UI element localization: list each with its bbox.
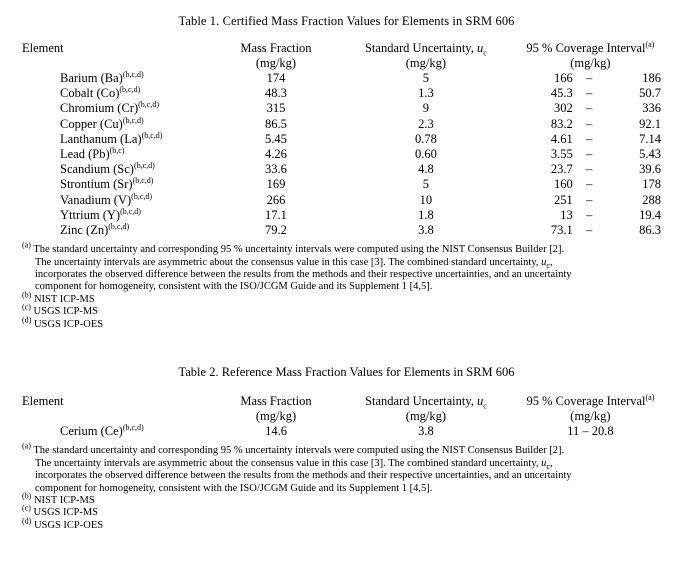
row-element <box>22 86 210 101</box>
table-row <box>22 177 671 192</box>
table-row <box>22 424 671 439</box>
element-name: Lead (Pb) <box>60 147 110 162</box>
footnote-b-text: NIST ICP-MS <box>33 293 95 305</box>
row-standard-uncertainty: 0.78 <box>414 131 437 146</box>
row-mass-fraction: 266 <box>266 192 286 207</box>
footnote-a-u-symbol: u <box>541 457 547 469</box>
table-row <box>22 132 671 147</box>
row-mass-fraction: 79.2 <box>265 223 287 238</box>
footnote-c <box>22 302 671 318</box>
units-blank <box>22 56 210 71</box>
table-row <box>22 101 671 116</box>
row-ci-low: 3.55 <box>550 147 573 162</box>
element-footnote-marker: (b,c,d) <box>119 85 141 95</box>
row-mass-fraction: 169 <box>266 177 286 192</box>
element-name: Chromium (Cr) <box>60 101 139 116</box>
footnote-a-line2: The uncertainty intervals are asymmetric about the consensus value in this case [3]. The combined standard uncertainty, <box>35 256 542 268</box>
table2-footnotes <box>22 441 671 532</box>
row-element <box>22 101 210 116</box>
row-mass-fraction: 4.26 <box>265 147 287 162</box>
header-element: Element <box>22 394 64 409</box>
units-coverage-interval: (mg/kg) <box>570 56 611 70</box>
element-footnote-marker: (b,c,d) <box>131 191 153 201</box>
row-mass-fraction: 174 <box>266 71 286 85</box>
row-standard-uncertainty: 0.60 <box>414 147 437 162</box>
row-ci-dash: – <box>586 147 593 162</box>
footnote-a-line1: The standard uncertainty and corresponding 95 % uncertainty intervals were computed using the NIST Consensus Builder [2]. <box>33 445 565 457</box>
row-standard-uncertainty: 3.8 <box>418 424 434 439</box>
row-ci-low: 302 <box>553 101 573 116</box>
certified-values-table <box>22 41 671 238</box>
header-standard-uncertainty <box>342 394 510 409</box>
footnote-c-marker: (c) <box>22 302 31 312</box>
footnote-c-text: USGS ICP-MS <box>33 507 98 519</box>
row-ci-low: 83.2 <box>550 116 573 131</box>
row-standard-uncertainty: 5 <box>422 177 430 192</box>
element-name: Zinc (Zn) <box>60 223 109 238</box>
element-footnote-marker: (b,c,d) <box>133 161 155 171</box>
row-ci-high: 7.14 <box>639 131 661 146</box>
row-ci-dash: – <box>586 71 593 85</box>
row-element <box>22 162 210 177</box>
header-su-subscript: c <box>483 48 487 58</box>
row-ci-low: 23.7 <box>550 162 573 177</box>
element-footnote-marker: (b,c,d) <box>141 130 163 140</box>
footnote-d <box>22 516 671 532</box>
header-su-subscript: c <box>483 401 487 411</box>
table2-units-row <box>22 409 671 424</box>
element-footnote-marker: (b,c,d) <box>122 69 144 79</box>
row-element <box>22 117 210 132</box>
row-mass-fraction: 315 <box>266 101 286 116</box>
row-coverage-interval: 11 – 20.8 <box>567 424 614 439</box>
table-row <box>22 208 671 223</box>
row-ci-low: 251 <box>553 192 573 207</box>
row-standard-uncertainty: 3.8 <box>418 223 434 238</box>
row-standard-uncertainty: 1.8 <box>418 207 434 222</box>
footnote-a-u-subscript: c <box>546 260 550 270</box>
header-element: Element <box>22 41 64 55</box>
row-element <box>22 147 210 162</box>
footnote-a-line3: incorporates the observed difference between the results from the methods and their respective uncertainties, and an uncertainty <box>35 269 572 281</box>
footnote-c-text: USGS ICP-MS <box>33 306 98 318</box>
element-footnote-marker: (b,c,d) <box>122 115 144 125</box>
table-row <box>22 223 671 238</box>
footnote-a-u-subscript: c <box>546 461 550 471</box>
element-name: Lanthanum (La) <box>60 131 142 146</box>
footnote-a: $^{(a)}$ The standard uncertainty and corresponding 95 % uncertainty intervals were computed using the NIST Consensus Builder [2]. The uncertainty intervals are asymmetric about the consensus value in this case [3]. The combined standard uncertainty, $u_c$, incorporates the observed difference between the results from the methods and their respective uncertainties, and an uncertainty component for homogeneity, consistent with the ISO/JCGM Guide and its Supplement 1 [4,5]. <box>22 441 572 494</box>
row-ci-high: 92.1 <box>639 116 661 131</box>
table1-footnotes <box>22 240 671 331</box>
header-mass-fraction: Mass Fraction <box>240 394 312 409</box>
row-ci-low: 160 <box>553 177 573 192</box>
footnote-a: $^{(a)}$ The standard uncertainty and corresponding 95 % uncertainty intervals were computed using the NIST Consensus Builder [2]. The uncertainty intervals are asymmetric about the consensus value in this case [3]. The combined standard uncertainty, $u_c$, incorporates the observed difference between the results from the methods and their respective uncertainties, and an uncertainty component for homogeneity, consistent with the ISO/JCGM Guide and its Supplement 1 [4,5]. <box>22 240 572 293</box>
element-footnote-marker: (b,c,d) <box>120 206 141 216</box>
row-mass-fraction: 17.1 <box>265 207 287 222</box>
row-ci-low: 45.3 <box>550 86 573 101</box>
footnote-d-marker: (d) <box>22 516 32 526</box>
row-ci-low: 166 <box>553 71 573 85</box>
row-mass-fraction: 5.45 <box>265 131 287 146</box>
table1-units-row <box>22 56 671 71</box>
row-mass-fraction: 33.6 <box>265 162 287 177</box>
row-element <box>22 132 210 147</box>
table-row <box>22 162 671 177</box>
footnote-b <box>22 290 671 306</box>
header-coverage-interval <box>510 41 671 56</box>
element-name: Vanadium (V) <box>60 192 132 207</box>
footnote-d <box>22 315 671 331</box>
row-ci-dash: – <box>586 101 593 116</box>
element-name: Strontium (Sr) <box>60 177 133 192</box>
row-standard-uncertainty: 1.3 <box>418 86 434 101</box>
footnote-b-marker: (b) <box>22 290 32 300</box>
row-ci-dash: – <box>586 192 593 207</box>
table1-title: Table 1. Certified Mass Fraction Values for Elements in SRM 606 <box>178 14 515 28</box>
element-name: Scandium (Sc) <box>60 162 134 177</box>
footnote-a-u-symbol: u <box>541 256 547 268</box>
table2-header-row <box>22 394 671 409</box>
row-element <box>22 223 210 238</box>
header-su-symbol: u <box>476 41 484 55</box>
header-ci-text: 95 % Coverage Interval <box>526 394 646 409</box>
footnote-c-marker: (c) <box>22 503 31 513</box>
footnote-b <box>22 491 671 507</box>
footnote-d-text: USGS ICP-OES <box>33 519 104 531</box>
footnote-b-marker: (b) <box>22 491 32 501</box>
row-standard-uncertainty: 9 <box>422 101 430 116</box>
footnote-a-line2: The uncertainty intervals are asymmetric about the consensus value in this case [3]. The combined standard uncertainty, <box>35 457 542 469</box>
row-standard-uncertainty: 10 <box>419 192 433 207</box>
footnote-a-marker: (a) <box>22 240 31 250</box>
row-standard-uncertainty: 2.3 <box>418 116 434 131</box>
footnote-d-text: USGS ICP-OES <box>33 318 104 330</box>
header-su-symbol: u <box>477 394 484 409</box>
footnote-a-line4: component for homogeneity, consistent with the ISO/JCGM Guide and its Supplement 1 [4,5]. <box>35 482 433 494</box>
header-coverage-interval <box>510 394 671 409</box>
header-su-text: Standard Uncertainty, <box>364 41 477 55</box>
row-standard-uncertainty: 4.8 <box>418 162 434 177</box>
element-footnote-marker: (b,c,d) <box>108 221 130 231</box>
table-row <box>22 86 671 101</box>
units-blank <box>22 409 210 424</box>
table-row <box>22 71 671 86</box>
element-name: Copper (Cu) <box>60 116 123 131</box>
units-mass-fraction: (mg/kg) <box>255 56 297 70</box>
row-ci-high: 5.43 <box>639 147 661 162</box>
row-ci-high: 336 <box>642 101 661 116</box>
row-ci-dash: – <box>586 116 593 131</box>
row-mass-fraction: 14.6 <box>265 424 287 439</box>
header-standard-uncertainty <box>342 41 510 56</box>
row-ci-dash: – <box>586 131 593 146</box>
row-mass-fraction: 86.5 <box>265 116 287 131</box>
row-ci-dash: – <box>586 177 593 192</box>
row-ci-low: 73.1 <box>550 223 573 238</box>
footnote-d-marker: (d) <box>22 315 32 325</box>
footnote-a-line1: The standard uncertainty and corresponding 95 % uncertainty intervals were computed using the NIST Consensus Builder [2]. <box>33 244 565 256</box>
table-row <box>22 117 671 132</box>
element-name: Cobalt (Co) <box>60 86 120 101</box>
row-ci-dash: – <box>586 162 593 177</box>
row-ci-high: 39.6 <box>639 162 661 177</box>
row-ci-high: 86.3 <box>639 223 661 238</box>
row-element <box>22 193 210 208</box>
header-su-text: Standard Uncertainty, <box>365 394 478 409</box>
element-name: Barium (Ba) <box>60 71 123 85</box>
row-standard-uncertainty: 5 <box>422 71 430 85</box>
units-standard-uncertainty: (mg/kg) <box>405 409 447 424</box>
row-element <box>22 208 210 223</box>
element-footnote-marker: (b,c,d) <box>122 422 144 432</box>
units-mass-fraction: (mg/kg) <box>255 409 297 424</box>
footnote-c <box>22 503 671 519</box>
element-footnote-marker: (b,c) <box>109 145 125 155</box>
units-standard-uncertainty: (mg/kg) <box>405 56 447 70</box>
row-mass-fraction: 48.3 <box>265 86 287 101</box>
footnote-a-line4: component for homogeneity, consistent with the ISO/JCGM Guide and its Supplement 1 [4,5]. <box>35 281 433 293</box>
header-ci-text: 95 % Coverage Interval <box>526 41 646 55</box>
row-ci-dash: – <box>586 223 593 238</box>
row-ci-high: 178 <box>642 177 661 192</box>
element-name: Yttrium (Y) <box>60 207 121 222</box>
units-coverage-interval: (mg/kg) <box>570 409 611 424</box>
footnote-a-line3: incorporates the observed difference between the results from the methods and their respective uncertainties, and an uncertainty <box>35 470 572 482</box>
element-footnote-marker: (b,c,d) <box>132 176 154 186</box>
table2-title: Table 2. Reference Mass Fraction Values for Elements in SRM 606 <box>178 365 515 380</box>
header-mass-fraction: Mass Fraction <box>240 41 312 55</box>
table-row <box>22 193 671 208</box>
row-ci-high: 186 <box>642 71 661 85</box>
reference-values-table <box>22 394 671 439</box>
header-ci-footnote-marker: (a) <box>645 392 655 402</box>
footnote-a-marker: (a) <box>22 441 31 451</box>
row-ci-low: 4.61 <box>550 131 573 146</box>
row-ci-high: 50.7 <box>639 86 661 101</box>
header-ci-footnote-marker: (a) <box>645 39 655 49</box>
element-name: Cerium (Ce) <box>60 424 123 439</box>
row-element <box>22 424 210 439</box>
footnote-b-text: NIST ICP-MS <box>33 494 95 506</box>
table1-header-row <box>22 41 671 56</box>
row-ci-high: 19.4 <box>639 207 661 222</box>
row-ci-dash: – <box>586 86 593 101</box>
row-ci-dash: – <box>586 207 593 222</box>
row-ci-high: 288 <box>642 192 661 207</box>
table-row <box>22 147 671 162</box>
element-footnote-marker: (b,c,d) <box>138 100 160 110</box>
row-ci-low: 13 <box>560 207 573 222</box>
section-spacer <box>22 331 671 365</box>
row-element <box>22 71 210 86</box>
row-element <box>22 177 210 192</box>
